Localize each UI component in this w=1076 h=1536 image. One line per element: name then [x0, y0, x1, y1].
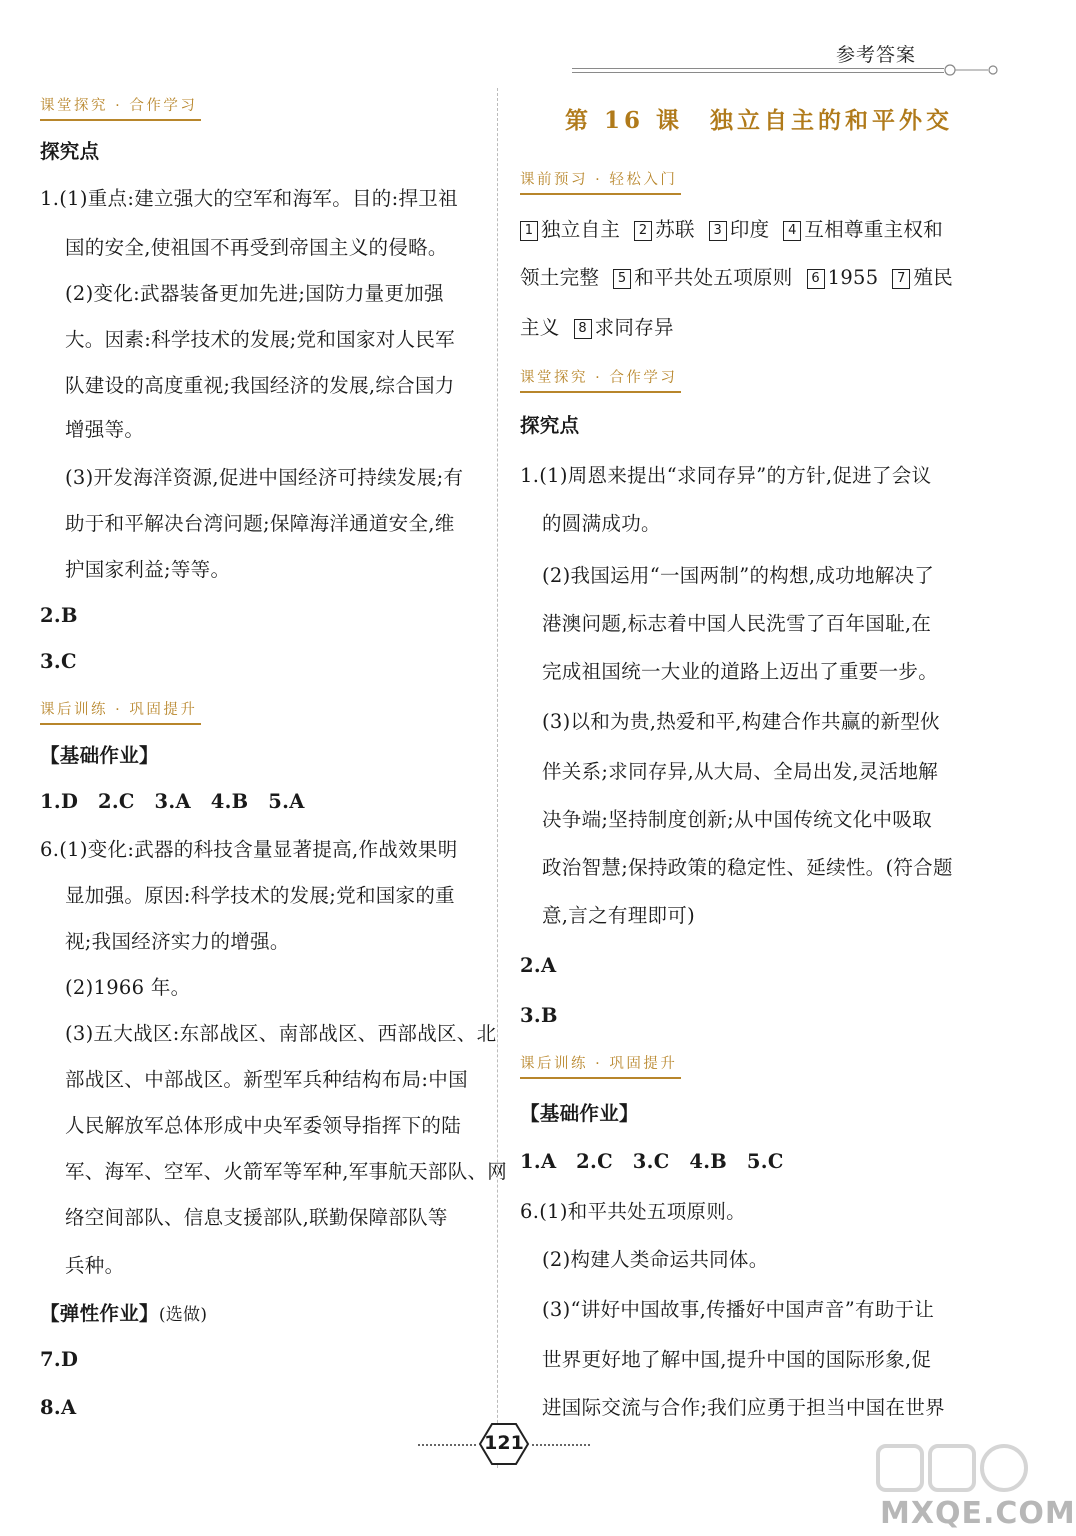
basic-homework-heading-right: 【基础作业】: [520, 1102, 639, 1125]
answer-line: 络空间部队、信息支援部队,联勤保障部队等: [65, 1206, 448, 1229]
explore-heading: 探究点: [40, 140, 100, 163]
answer-line: 意,言之有理即可): [542, 904, 696, 927]
section-label-class-explore-right: 课堂探究 · 合作学习: [520, 366, 677, 387]
section-label-preview: 课前预习 · 轻松入门: [520, 168, 677, 189]
answer-line: (3)“讲好中国故事,传播好中国声音”有助于让: [542, 1298, 935, 1321]
blank-answer: 苏联: [655, 218, 695, 241]
answer-line: (2)变化:武器装备更加先进;国防力量更加强: [65, 282, 444, 305]
basic-homework-heading: 【基础作业】: [40, 744, 159, 767]
header-title: 参考答案: [836, 44, 917, 66]
answer-line: 增强等。: [65, 418, 145, 441]
column-divider: [497, 88, 498, 1468]
elastic-note: (选做): [158, 1305, 208, 1325]
answer-line: 队建设的高度重视;我国经济的发展,综合国力: [65, 374, 455, 397]
answer-line: 伴关系;求同存异,从大局、全局出发,灵活地解: [542, 760, 939, 783]
blank-answer: 和平共处五项原则: [634, 266, 793, 289]
answer-line: 港澳问题,标志着中国人民洗雪了百年国耻,在: [542, 612, 932, 635]
answer-line: 世界更好地了解中国,提升中国的国际形象,促: [542, 1348, 932, 1371]
blank-number-box: 5: [613, 269, 631, 289]
blank-answer: 殖民: [913, 266, 954, 289]
blank-answer: 独立自主: [541, 218, 621, 241]
answer-q2-right: 2.A: [520, 954, 557, 977]
preview-line-2: [520, 266, 953, 290]
answer-line: 的圆满成功。: [542, 512, 661, 535]
answer-q3: 3.C: [40, 650, 77, 673]
answer-line: 政治智慧;保持政策的稳定性、延续性。(符合题: [542, 856, 953, 879]
header-rule: [572, 68, 944, 74]
answer-q3-right: 3.B: [520, 1004, 558, 1027]
answer-line: 兵种。: [65, 1254, 125, 1277]
lesson-title: 第 16 课 独立自主的和平外交: [565, 107, 954, 134]
section-label-after-class-right: 课后训练 · 巩固提升: [520, 1052, 677, 1073]
answer-line: 完成祖国统一大业的道路上迈出了重要一步。: [542, 660, 939, 683]
blank-number-box: 8: [574, 319, 592, 339]
elastic-homework-heading: [40, 1302, 207, 1327]
answer-line: 视;我国经济实力的增强。: [65, 930, 290, 953]
blank-number-box: 7: [892, 269, 910, 289]
answer-line: 人民解放军总体形成中央军委领导指挥下的陆: [65, 1114, 462, 1137]
blank-number-box: 3: [709, 221, 727, 241]
section-label-after-class: 课后训练 · 巩固提升: [40, 698, 197, 719]
answer-line: 决争端;坚持制度创新;从中国传统文化中吸取: [542, 808, 932, 831]
preview-line-3: [520, 316, 674, 340]
answer-line: 大。因素:科学技术的发展;党和国家对人民军: [65, 328, 455, 351]
blank-answer-continued: 主义: [520, 316, 560, 339]
watermark-text: MXQE.COM: [880, 1496, 1076, 1531]
blank-answer: 互相尊重主权和: [804, 218, 944, 241]
basic-answers-right: 1.A 2.C 3.C 4.B 5.C: [520, 1150, 784, 1173]
blank-answer: 1955: [827, 266, 879, 289]
elastic-heading-text: 【弹性作业】: [40, 1302, 159, 1325]
answer-line: (3)以和为贵,热爱和平,构建合作共赢的新型伙: [542, 710, 940, 733]
answer-line: (3)五大战区:东部战区、南部战区、西部战区、北: [65, 1022, 497, 1045]
blank-answer-continued: 领土完整: [520, 266, 600, 289]
preview-line-1: [520, 218, 943, 242]
blank-number-box: 2: [634, 221, 652, 241]
answer-line: 6.(1)变化:武器的科技含量显著提高,作战效果明: [40, 838, 458, 861]
answer-q7: 7.D: [40, 1348, 79, 1371]
basic-answers: 1.D 2.C 3.A 4.B 5.A: [40, 790, 305, 813]
blank-number-box: 4: [783, 221, 801, 241]
answer-line: 助于和平解决台湾问题;保障海洋通道安全,维: [65, 512, 455, 535]
answer-line: 进国际交流与合作;我们应勇于担当中国在世界: [542, 1396, 945, 1419]
answer-line: 6.(1)和平共处五项原则。: [520, 1200, 746, 1223]
answer-line: 1.(1)重点:建立强大的空军和海军。目的:捍卫祖: [40, 187, 458, 210]
page-number-footer: [418, 1418, 588, 1470]
blank-number-box: 1: [520, 221, 538, 241]
answer-line: 护国家利益;等等。: [65, 558, 231, 581]
answer-q2: 2.B: [40, 604, 78, 627]
section-label-class-explore: 课堂探究 · 合作学习: [40, 94, 197, 115]
header-circles-decoration: [940, 63, 1010, 77]
blank-number-box: 6: [807, 269, 825, 289]
answer-line: 显加强。原因:科学技术的发展;党和国家的重: [65, 884, 455, 907]
answer-q8: 8.A: [40, 1396, 77, 1419]
answer-line: (2)构建人类命运共同体。: [542, 1248, 769, 1271]
page-number: 121: [484, 1432, 524, 1454]
answer-line: 1.(1)周恩来提出“求同存异”的方针,促进了会议: [520, 464, 932, 487]
answer-line: (3)开发海洋资源,促进中国经济可持续发展;有: [65, 466, 464, 489]
answer-line: (2)我国运用“一国两制”的构想,成功地解决了: [542, 564, 935, 587]
blank-answer: 求同存异: [594, 316, 674, 339]
answer-line: 部战区、中部战区。新型军兵种结构布局:中国: [65, 1068, 468, 1091]
blank-answer: 印度: [729, 218, 770, 241]
explore-heading-right: 探究点: [520, 414, 580, 437]
answer-line: 军、海军、空军、火箭军等军种,军事航天部队、网: [65, 1160, 508, 1183]
answer-line: (2)1966 年。: [65, 976, 191, 999]
answer-line: 国的安全,使祖国不再受到帝国主义的侵略。: [65, 236, 448, 259]
